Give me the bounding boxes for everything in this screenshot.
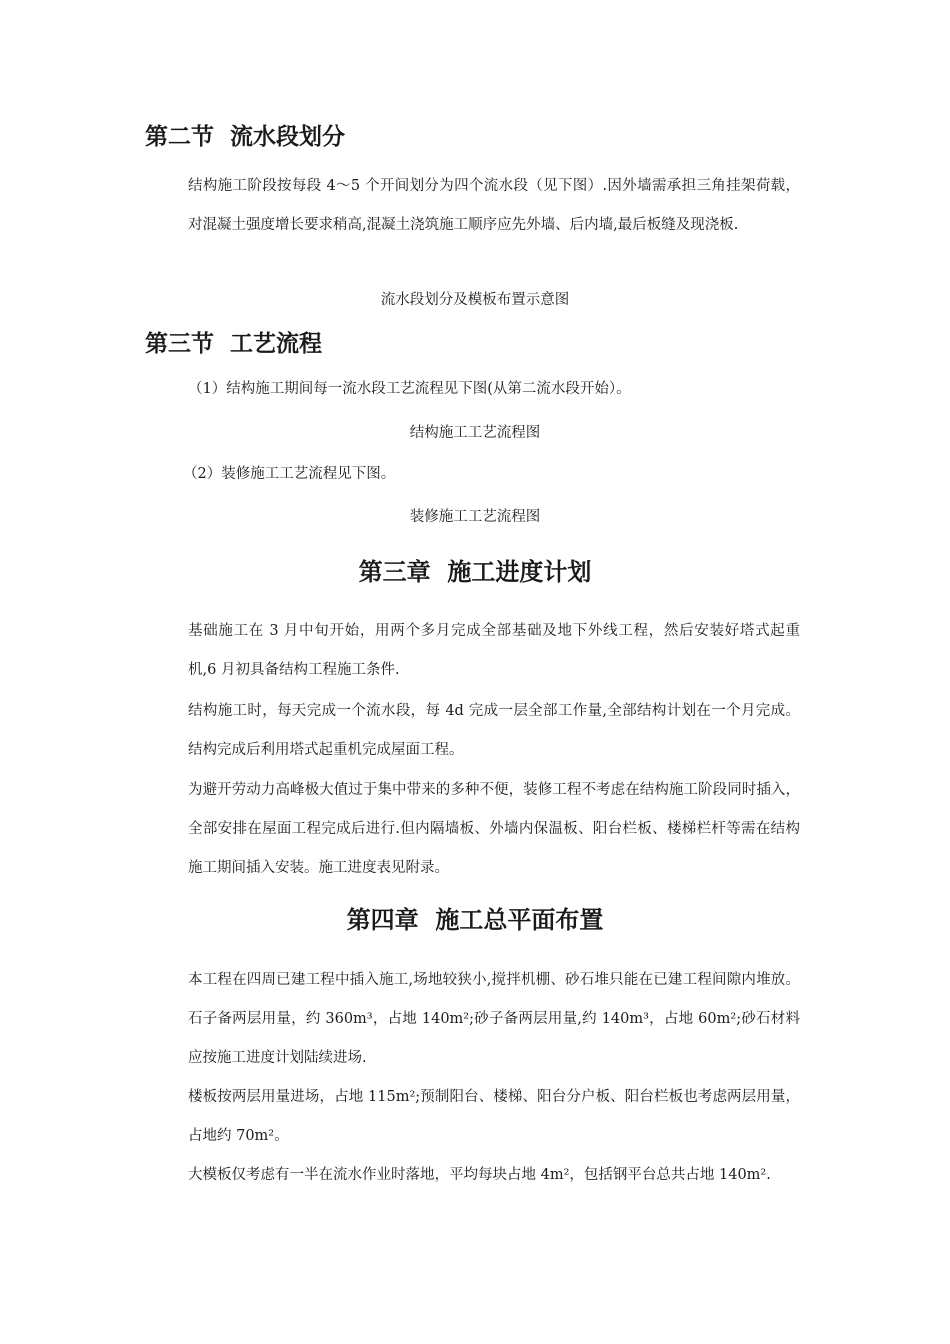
chapter-3-paragraph-3: 为避开劳动力高峰极大值过于集中带来的多种不便，装修工程不考虑在结构施工阶段同时插入，全部安排在屋面工程完成后进行.但内隔墙板、外墙内保温板、阳台栏板、楼梯栏杆等需在结构施工期间插入安装。施工进度表见附录。 — [188, 782, 800, 876]
section-3-item-1: （1）结构施工期间每一流水段工艺流程见下图(从第二流水段开始）。 — [188, 381, 631, 397]
chapter-4-title: 第四章 施工总平面布置 — [346, 906, 604, 934]
figure-caption-flow-segments: 流水段划分及模板布置示意图 — [380, 292, 570, 308]
section-2-paragraph: 结构施工阶段按每段 4～5 个开间划分为四个流水段（见下图）.因外墙需承担三角挂架荷载，对混凝土强度增长要求稍高,混凝土浇筑施工顺序应先外墙、后内墙,最后板缝及现浇板. — [188, 178, 800, 233]
chapter-3-paragraph-2: 结构施工时，每天完成一个流水段，每 4d 完成一层全部工作量,全部结构计划在一个月完成。结构完成后利用塔式起重机完成屋面工程。 — [188, 703, 800, 758]
section-title-2: 第二节 流水段划分 — [145, 124, 346, 150]
section-3-item-2: （2）装修施工工艺流程见下图。 — [183, 466, 396, 482]
figure-caption-decoration-process: 装修施工工艺流程图 — [409, 509, 541, 525]
figure-caption-structure-process: 结构施工工艺流程图 — [409, 425, 541, 441]
chapter-4-paragraph-3: 大模板仅考虑有一半在流水作业时落地，平均每块占地 4m²，包括钢平台总共占地 140m². — [188, 1167, 771, 1183]
chapter-3-title: 第三章 施工进度计划 — [358, 558, 592, 586]
chapter-3-paragraph-1: 基础施工在 3 月中旬开始，用两个多月完成全部基础及地下外线工程，然后安装好塔式起重机,6 月初具备结构工程施工条件. — [188, 623, 800, 678]
section-title-3: 第三节 工艺流程 — [145, 331, 323, 357]
chapter-4-paragraph-2: 楼板按两层用量进场，占地 115m²;预制阳台、楼梯、阳台分户板、阳台栏板也考虑两层用量，占地约 70m²。 — [188, 1089, 800, 1144]
chapter-4-paragraph-1: 本工程在四周已建工程中插入施工,场地较狭小,搅拌机棚、砂石堆只能在已建工程间隙内堆放。石子备两层用量，约 360m³，占地 140m²;砂子备两层用量,约 140m³，占地 60m²;砂石材料应按施工进度计划陆续进场. — [188, 972, 800, 1066]
